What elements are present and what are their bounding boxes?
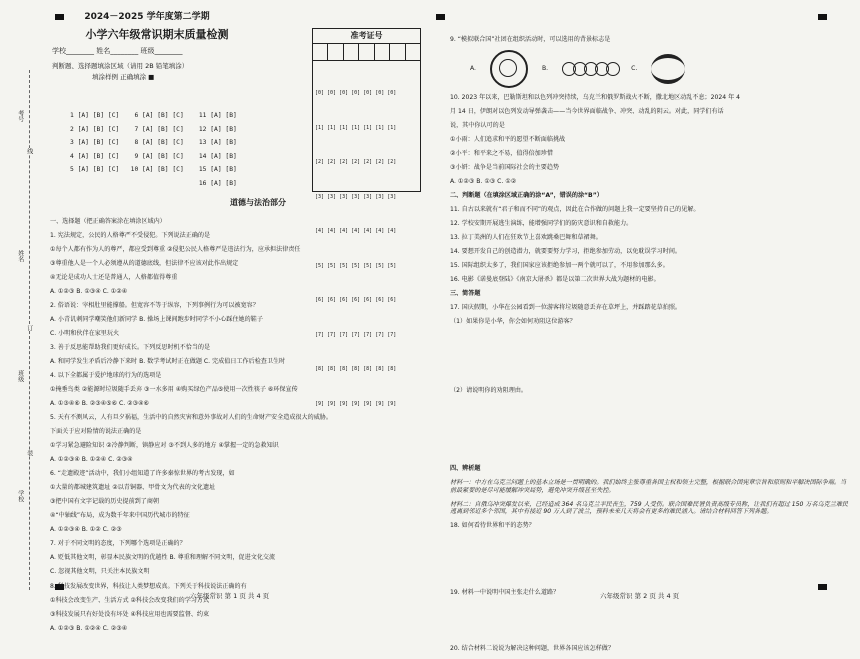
question-text: 说，其中你认可的是 [450, 122, 505, 130]
question-text: 9. “模拟联合国”社团在组织活动时，可以选用的背景标志是 [450, 36, 611, 44]
option-label: B. [542, 65, 549, 73]
student-info-line[interactable]: 学校________ 姓名________ 班级________ [52, 46, 183, 55]
question-text: 17. 国庆假期，小华在公园看到一位游客将垃圾随意丢弃在草坪上，并踩踏花草拍照。 [450, 304, 682, 312]
question-text: ③把中国有文字记载的历史提前到了商朝 [50, 498, 160, 506]
question-text: 1. 宪法规定，公民的人格尊严不受侵犯。下列说法正确的是 [50, 232, 211, 240]
question-text: ①每个人都有作为人的尊严，都应受到尊重 ②侵犯公民人格尊严是违法行为，应承担法律责任 [50, 246, 301, 254]
exam-year: 2024－2025 学年度第二学期 [84, 12, 210, 22]
ticket-row[interactable]: [2] [2] [2] [2] [2] [2] [2] [315, 159, 397, 165]
question-option: A. 小青讥刺同学嘲笑他们新同学 B. 操场上课间跑步时同学不小心踩住她的鞋子 [50, 316, 263, 324]
question-text: 8. 科技发展改变世界，科技让人类梦想成真。下列关于科技说法正确的有 [50, 582, 247, 590]
page-footer: 六年级常识 第 1 页 共 4 页 [190, 591, 270, 600]
question-text: 12. 学校安期开展逃生演练，能增强同学们的防灾意识和自救能力。 [450, 220, 633, 228]
question-text: ④“中轴线”布局，成为数千年来中国历代城市的特征 [50, 512, 190, 520]
question-text: 20. 结合材料二说说为解决这种问题，世界各国应该怎样做？ [450, 644, 614, 652]
question-option: A. 和同学发生矛盾后冷静下来时 B. 数学考试时正在做题 C. 完成值日工作后检查卫生时 [50, 358, 286, 366]
question-text: 下面关于应对险情的说法正确的是 [50, 428, 142, 436]
class-label: 班级 [16, 370, 24, 382]
fill-sample: 填涂样例 正确填涂 ■ [92, 72, 155, 81]
material-text: 材料一：中方在乌克兰问题上的基本立场是一贯明确的。我们始终主张尊重各国主权和领土完整，根据联合国宪章宗旨和原则和平解决国际争端。当前最紧要的是尽可能缓解冲突局势，避免冲突升级甚至失控。 [450, 478, 847, 494]
question-text: （1）如果你是小华，你会如何劝阻这位游客？ [450, 318, 576, 326]
option-label: A. [470, 65, 476, 73]
question-text: 7. 对于不同文明的态度，下列哪个选项是正确的？ [50, 540, 186, 548]
ticket-row[interactable]: [8] [8] [8] [8] [8] [8] [8] [315, 366, 397, 372]
answer-row[interactable]: 3 [A] [B] [C] 8 [A] [B] [C] 13 [A] [B] [70, 139, 237, 146]
answer-space[interactable] [450, 536, 850, 582]
binding-margin [6, 60, 40, 590]
binding-tag: 线 [25, 148, 33, 154]
question-text: 14. 要想开发自己的创造潜力，就要要努力学习，拒绝参加劳动，以免耽误学习时间。 [450, 248, 682, 256]
question-text: 19. 材料一中说明中国主张走什么道路？ [450, 588, 560, 596]
question-text: 10. 2023 年以来，巴勒斯坦和以色列冲突持续，乌克兰和俄罗斯战火不断，撒北地区动乱不息；2024 年 4 [450, 94, 740, 102]
question-text: ①掩垂鸟类 ②能源时垃圾随手丢弃 ③一水多用 ④购买绿色产品⑤使用一次性筷子 ⑥环保宣传 [50, 386, 298, 394]
page-2 [430, 0, 860, 652]
answer-row[interactable]: 1 [A] [B] [C] 6 [A] [B] [C] 11 [A] [B] [70, 112, 237, 119]
ticket-row[interactable]: [5] [5] [5] [5] [5] [5] [5] [315, 262, 397, 269]
question-text: 15. 国际组织太多了，我们国家应该拒绝参加一两个就可以了，不用参加那么多。 [450, 262, 669, 270]
question-text: ②小平：和平来之不易，值得倍加珍惜 [450, 150, 553, 158]
question-option: A. 贬低其他文明，彰显本民族文明的优越性 B. 尊重和理解不同文明，促进文化交流 [50, 554, 276, 562]
page-footer: 六年级常识 第 2 页 共 4 页 [600, 591, 680, 600]
admission-ticket-box[interactable] [312, 28, 421, 407]
material-text: 材料二：自俄乌冲突爆发以来，已经造成 364 名乌克兰平民丧生，759 人受伤。联合国难民署负责高级专员称，让我们有超过 150 万名乌克兰难民逃离到邻近多个邻国，其中有接近 90 万人到了波兰，预料未来几天将会有更多的难民涌入。请结合材料回答下列各题。 [450, 500, 849, 516]
part-heading: 一、选择题（把正确答案涂在填涂区域内） [50, 218, 166, 226]
part-heading: 二、判断题（在填涂区域正确的涂“A”，错误的涂“B”） [450, 192, 603, 200]
question-text: ①大量的都城建筑遗址 ②以青铜器、甲骨文为代表的文化遗址 [50, 484, 216, 492]
fill-rule: 判断题、选择题填涂区域（请用 2B 铅笔填涂） [52, 62, 189, 71]
answer-row[interactable]: 16 [A] [B] [70, 179, 237, 187]
answer-space[interactable] [450, 332, 850, 380]
question-text: 月 14 日，伊朗对以色列发动导弹袭击——当今世界面临战争、冲突、动乱的阴云。对此，同学们有话 [450, 108, 724, 116]
question-text: 2. 俗语说：宰相肚里能撑船。但宽容不等于纵容，下列事例行为可以被宽容？ [50, 302, 259, 310]
question-option: C. 忽视其他文明，只关注本民族文明 [50, 568, 150, 576]
question-text: 13. 拉丁美洲的人们在狂欢节上喜欢跳桑巴舞和草裙舞。 [450, 234, 602, 242]
question-text: ①科技会改变生产、生活方式 ②科技会改变我们的学习方式 [50, 596, 210, 604]
question-text: ①小雨：人们追求和平的愿望不断面临挑战 [450, 136, 566, 144]
exam-title: 小学六年级常识期末质量检测 [85, 27, 229, 41]
question-text: 3. 善于反思能帮助我们更好成长。下列反思时机不恰当的是 [50, 344, 211, 352]
emblem-options [470, 50, 850, 88]
question-text: 11. 自古以来就有“君子和而不同”的观点，因此在合作做的问题上我一定要坚持自己的见解。 [450, 206, 700, 214]
answer-sheet-grid[interactable] [70, 112, 237, 193]
ticket-digit-boxes[interactable] [313, 44, 420, 61]
school-label: 学校 [16, 490, 24, 502]
binding-tag: 订 [25, 325, 33, 331]
ticket-row[interactable]: [4] [4] [4] [4] [4] [4] [4] [315, 228, 397, 234]
question-text: ①学习紧急避险知识 ②冷静判断，镇静应对 ③不到人多的地方 ④掌握一定的急救知识 [50, 442, 279, 450]
question-text: ④无论是成功人士还是普通人，人格都值得尊重 [50, 274, 178, 282]
part-heading: 四、辨析题 [450, 464, 481, 472]
question-text: （2）请说明你的劝阻理由。 [450, 386, 528, 394]
ticket-row[interactable]: [9] [9] [9] [9] [9] [9] [9] [315, 400, 397, 407]
ticket-row[interactable]: [0] [0] [0] [0] [0] [0] [0] [315, 90, 397, 96]
answer-row[interactable]: 5 [A] [B] [C] 10 [A] [B] [C] 15 [A] [B] [70, 166, 237, 173]
un-emblem-icon [490, 50, 528, 88]
answer-row[interactable]: 4 [A] [B] [C] 9 [A] [B] [C] 14 [A] [B] [70, 152, 237, 160]
name-label: 姓名 [16, 250, 24, 262]
wto-logo-icon [651, 54, 685, 84]
ticket-row[interactable]: [7] [7] [7] [7] [7] [7] [7] [315, 331, 397, 338]
exam-no-label: 考号 [16, 110, 24, 122]
section-title: 道德与法治部分 [230, 198, 286, 207]
question-option: A. ①②③④ B. ①② C. ②③ [50, 526, 122, 534]
question-text: ③尊重他人是一个人必须遵从的道德底线，但法律不应该对此作出规定 [50, 260, 239, 268]
registration-mark [818, 14, 827, 20]
ticket-row[interactable]: [6] [6] [6] [6] [6] [6] [6] [315, 297, 397, 303]
olympic-rings-icon [562, 62, 617, 76]
ticket-row[interactable]: [1] [1] [1] [1] [1] [1] [1] [315, 124, 397, 131]
registration-mark [436, 14, 445, 20]
ticket-row[interactable]: [3] [3] [3] [3] [3] [3] [3] [315, 193, 397, 200]
question-text: 5. 天有不测风云，人有旦夕祸福，生活中的自然灾害和意外事故对人们的生命财产安全造成很大的威胁。 [50, 414, 332, 422]
answer-row[interactable]: 2 [A] [B] [C] 7 [A] [B] [C] 12 [A] [B] [70, 125, 237, 133]
exam-header [52, 8, 302, 81]
question-text: 16. 电影《诺曼底登陆》《南京大屠杀》都是以第二次世界大战为题材的电影。 [450, 276, 660, 284]
question-option: A. ①②③ B. ①③④ C. ①②④ [50, 288, 128, 296]
question-option: A. ①②③④ B. ①②④ C. ②③④ [50, 456, 133, 464]
question-text: ③小妍：战争是当前国际社会的主要趋势 [450, 164, 560, 172]
question-text: 18. 如何看待世界和平的态势？ [450, 522, 535, 530]
page-1 [0, 0, 430, 632]
question-list [50, 212, 422, 639]
binding-tag: 装 [25, 450, 33, 456]
answer-space[interactable] [450, 401, 850, 463]
question-text: 6. “走遗殿迹”活动中，我们小组知道了许多秦惊世界的考古发现，如 [50, 470, 235, 478]
question-text: 4. 以下全都属于爱护地球的行为的选项是 [50, 372, 162, 380]
part-heading: 三、简答题 [450, 290, 481, 298]
option-label: C. [631, 65, 638, 73]
ticket-title: 准考证号 [313, 29, 420, 44]
question-option: A. ①②③ B. ①②④ C. ②③④ [50, 624, 128, 632]
question-option: A. ①②③ B. ①③ C. ①② [450, 178, 517, 186]
question-text: ③科技发展只有好处没有坏处 ④科技应用也需要监督、约束 [50, 610, 210, 618]
question-option: A. ①③④⑥ B. ②③④⑤⑥ C. ②③④⑥ [50, 400, 150, 408]
question-list [450, 30, 850, 659]
question-option: C. 小明和伙伴在家里玩火 [50, 330, 120, 338]
